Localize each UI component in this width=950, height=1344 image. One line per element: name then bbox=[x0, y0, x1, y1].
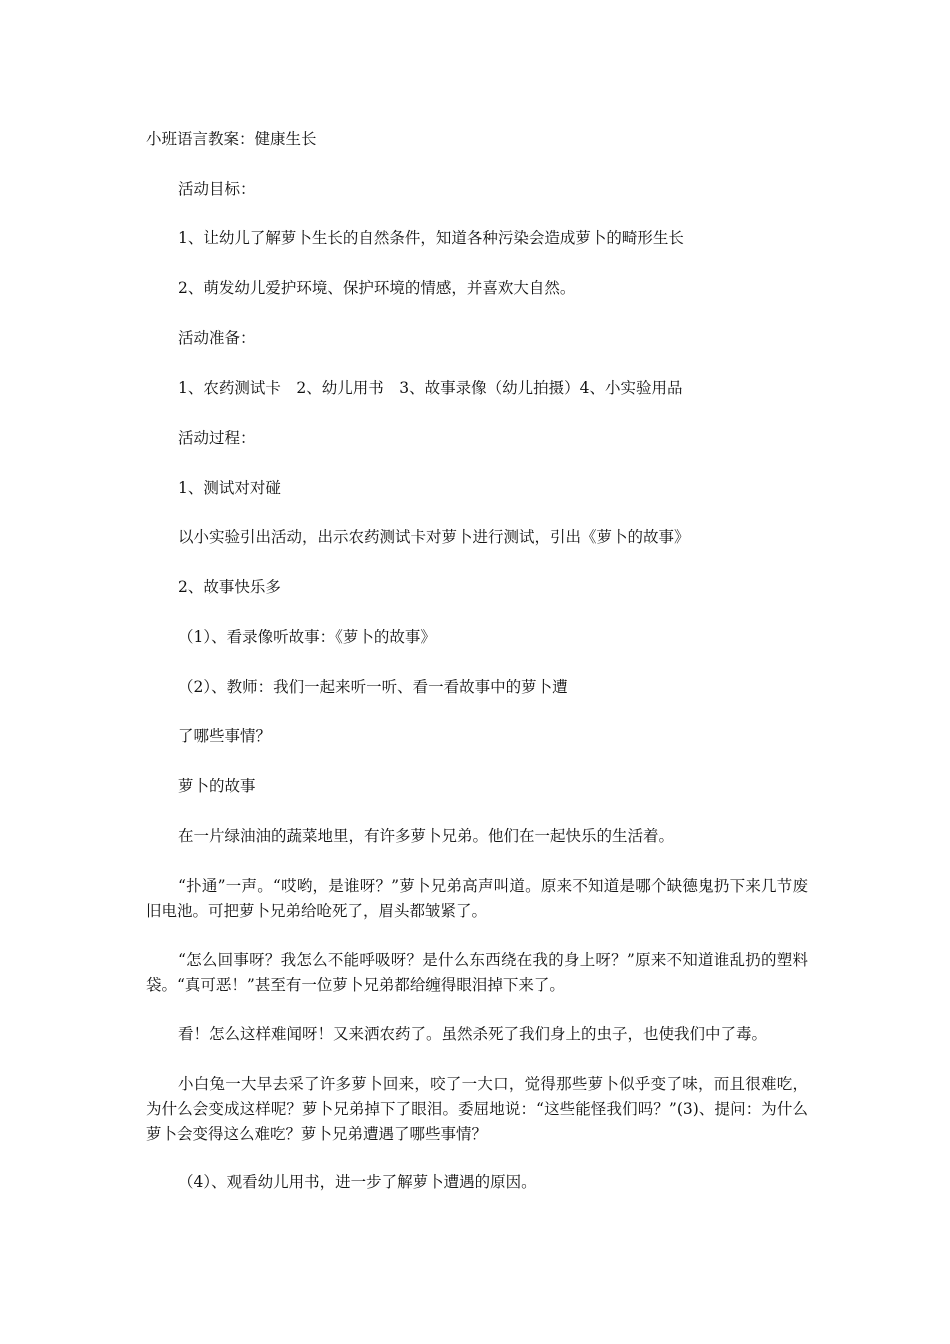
goals-heading: 活动目标： bbox=[178, 180, 256, 198]
step-2-sub-4: （4）、观看幼儿用书，进一步了解萝卜遭遇的原因。 bbox=[178, 1173, 537, 1191]
story-title: 萝卜的故事 bbox=[178, 777, 256, 795]
step-2-sub-1: （1）、看录像听故事：《萝卜的故事》 bbox=[178, 628, 436, 646]
prep-heading: 活动准备： bbox=[178, 329, 256, 347]
step-2-title: 2、故事快乐多 bbox=[178, 578, 281, 596]
document-title: 小班语言教案：健康生长 bbox=[146, 130, 317, 148]
step-2-sub-2-line-2: 了哪些事情？ bbox=[178, 727, 272, 745]
story-paragraph-3: “怎么回事呀？我怎么不能呼吸呀？是什么东西绕在我的身上呀？”原来不知道谁乱扔的塑料袋。“真可恶！”甚至有一位萝卜兄弟都给缠得眼泪掉下来了。 bbox=[146, 951, 808, 994]
story-paragraph-1: 在一片绿油油的蔬菜地里，有许多萝卜兄弟。他们在一起快乐的生活着。 bbox=[178, 827, 675, 845]
goal-item-2: 2、萌发幼儿爱护环境、保护环境的情感，并喜欢大自然。 bbox=[178, 279, 576, 297]
step-2-sub-2-line-1: （2）、教师：我们一起来听一听、看一看故事中的萝卜遭 bbox=[178, 678, 568, 696]
goal-item-1: 1、让幼儿了解萝卜生长的自然条件，知道各种污染会造成萝卜的畸形生长 bbox=[178, 229, 684, 247]
step-1-title: 1、测试对对碰 bbox=[178, 479, 281, 497]
step-1-text: 以小实验引出活动，出示农药测试卡对萝卜进行测试，引出《萝卜的故事》 bbox=[178, 528, 690, 546]
story-paragraph-5: 小白兔一大早去采了许多萝卜回来，咬了一大口，觉得那些萝卜似乎变了味，而且很难吃，为什么会变成这样呢？萝卜兄弟掉下了眼泪。委屈地说：“这些能怪我们吗？”(3)、提问：为什么萝卜会变得这么难吃？萝卜兄弟遭遇了哪些事情？ bbox=[146, 1075, 808, 1143]
story-paragraph-2: “扑通”一声。“哎哟，是谁呀？”萝卜兄弟高声叫道。原来不知道是哪个缺德鬼扔下来几节废旧电池。可把萝卜兄弟给呛死了，眉头都皱紧了。 bbox=[146, 877, 808, 920]
story-paragraph-4: 看！怎么这样难闻呀！又来洒农药了。虽然杀死了我们身上的虫子，也使我们中了毒。 bbox=[178, 1025, 768, 1043]
process-heading: 活动过程： bbox=[178, 429, 256, 447]
prep-items: 1、农药测试卡 2、幼儿用书 3、故事录像（幼儿拍摄）4、小实验用品 bbox=[178, 379, 683, 397]
